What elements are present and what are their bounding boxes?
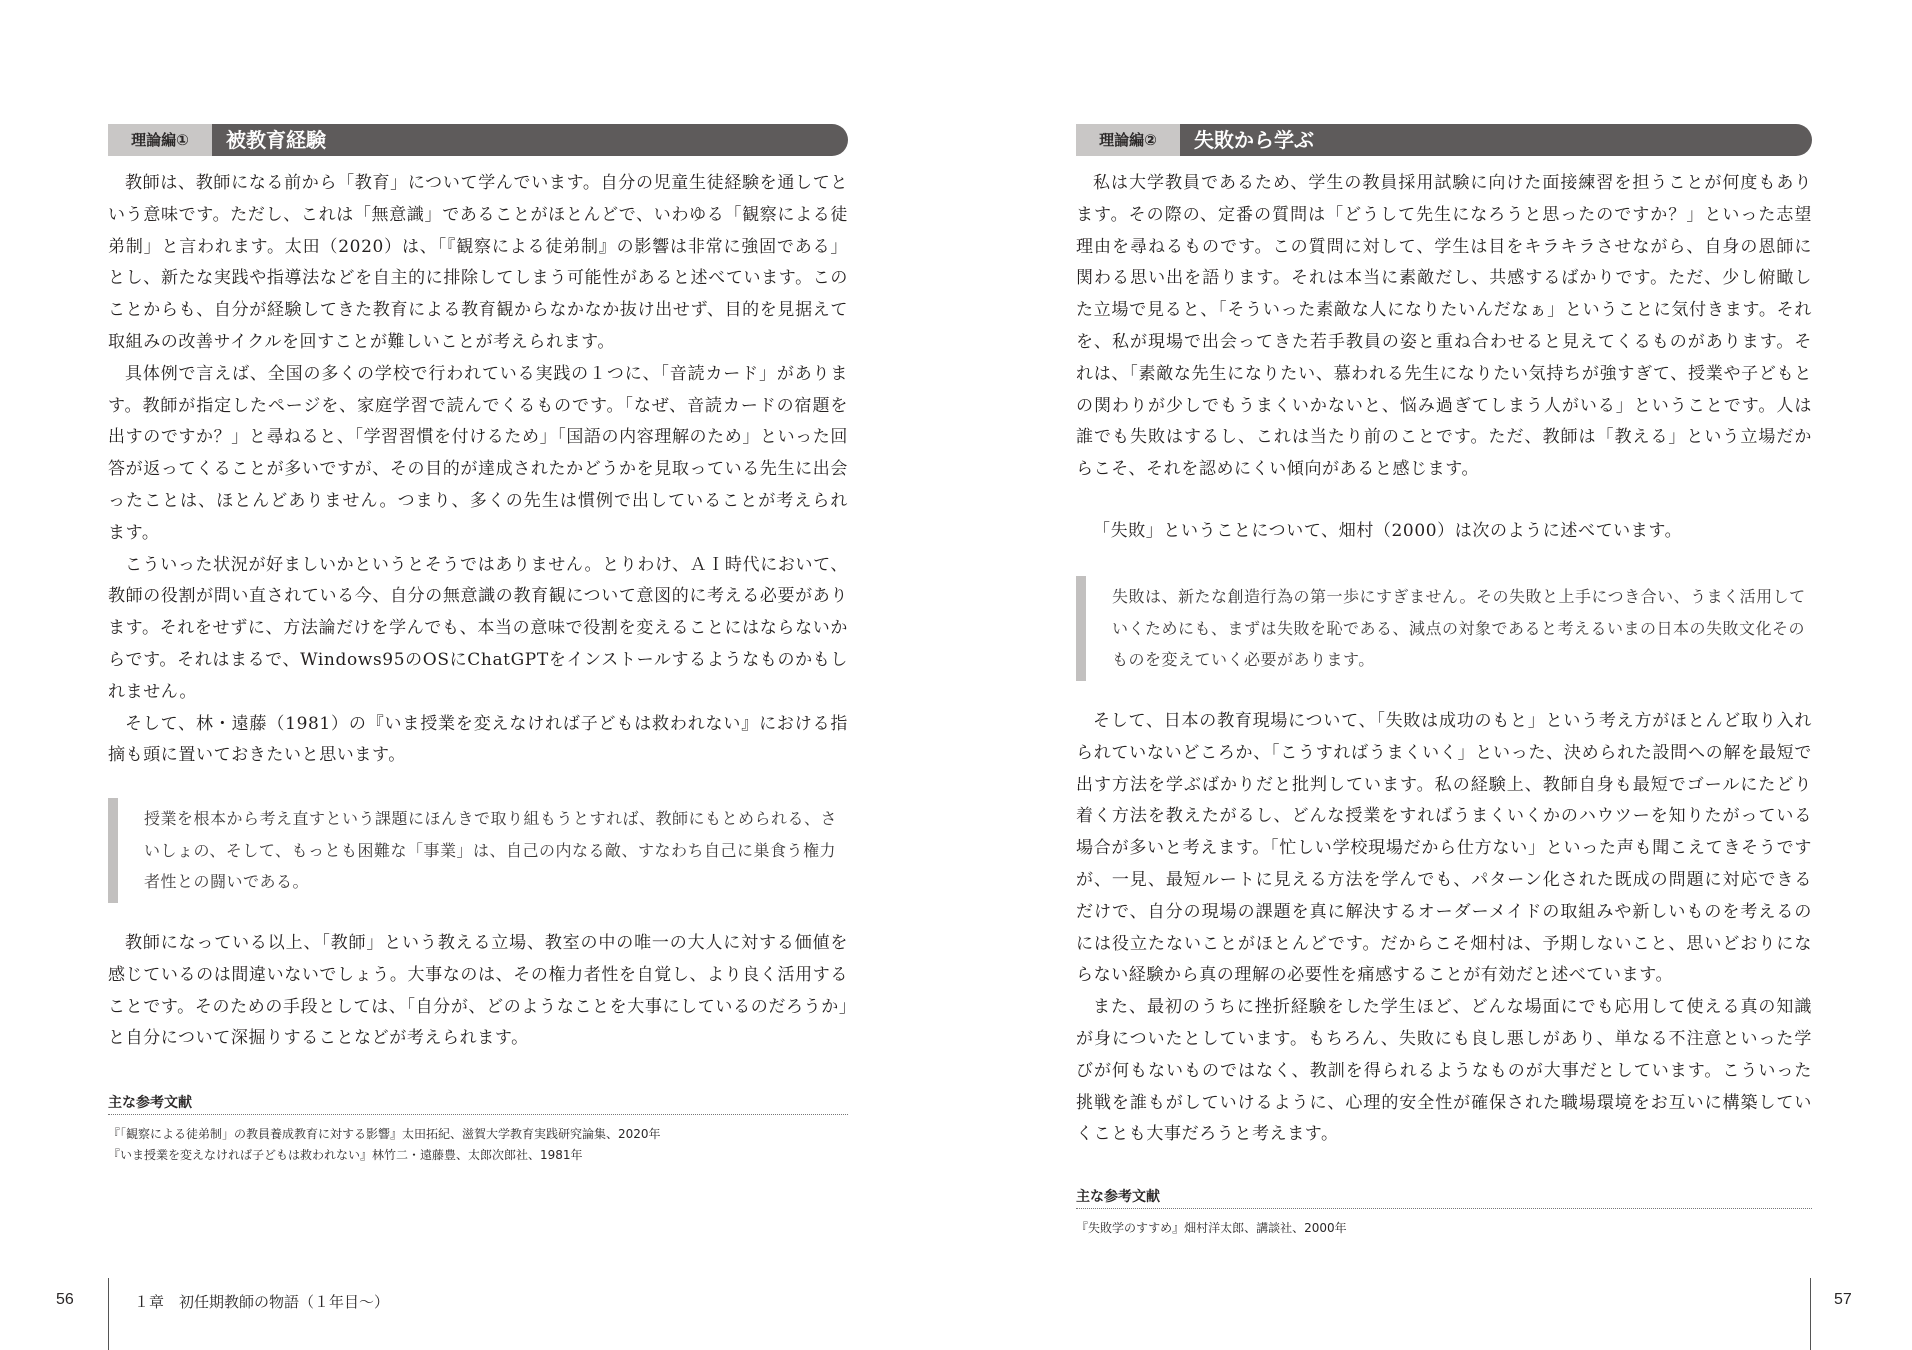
- body-text: [108, 168, 848, 772]
- folio-divider: [108, 1278, 109, 1350]
- section-label: 理論編①: [108, 124, 212, 156]
- page-number: 56: [56, 1291, 74, 1308]
- references-list: [108, 1124, 848, 1166]
- paragraph: 具体例で言えば、全国の多くの学校で行われている実践の１つに、「音読カード」があります。教師が指定したページを、家庭学習で読んでくるものです。「なぜ、音読カードの宿題を出すのですか？」と尋ねると、「学習習慣を付けるため」「国語の内容理解のため」といった回答が返ってくることが多いですが、その目的が達成されたかどうかを見取っている先生に出会ったことは、ほとんどありません。つまり、多くの先生は慣例で出していることが考えられます。: [108, 363, 848, 543]
- paragraph: そして、日本の教育現場について、「失敗は成功のもと」という考え方がほとんど取り入れられていないどころか、「こうすればうまくいく」といった、決められた設問への解を最短で出す方法を学ぶばかりだと批判しています。私の経験上、教師自身も最短でゴールにたどり着く方法を教えたがるし、どんな授業をすればうまくいくかのハウツーを知りたがっている場合が多いと考えます。「忙しい学校現場だから仕方ない」といった声も聞こえてきそうですが、一見、最短ルートに見える方法を学んでも、パターン化された既成の問題に対応できるだけで、自分の現場の課題を真に解決するオーダーメイドの取組みや新しいものを考えるのには役立たないことがほとんどです。だからこそ畑村は、予期しないこと、思いどおりにならない経験から真の理解の必要性を痛感することが有効だと述べています。: [1076, 711, 1812, 986]
- paragraph: こういった状況が好ましいかというとそうではありません。とりわけ、ＡＩ時代において、教師の役割が問い直されている今、自分の無意識の教育観について意図的に考える必要があります。それをせずに、方法論だけを学んでも、本当の意味で役割を変えることにはならないからです。それはまるで、Windows95のOSにChatGPTをインストールするようなものかもしれません。: [108, 554, 848, 702]
- section-header: [108, 124, 848, 156]
- paragraph: 私は大学教員であるため、学生の教員採用試験に向けた面接練習を担うことが何度もあります。その際の、定番の質問は「どうして先生になろうと思ったのですか？」といった志望理由を尋ねるものです。この質問に対して、学生は目をキラキラさせながら、自身の恩師に関わる思い出を語ります。それは本当に素敵だし、共感するばかりです。ただ、少し俯瞰した立場で見ると、「そういった素敵な人になりたいんだなぁ」ということに気付きます。それを、私が現場で出会ってきた若手教員の姿と重ね合わせると見えてくるものがあります。それは、「素敵な先生になりたい、慕われる先生になりたい気持ちが強すぎて、授業や子どもとの関わりが少しでもうまくいかないと、悩み過ぎてしまう人がいる」ということです。人は誰でも失敗はするし、これは当たり前のことです。ただ、教師は「教える」という立場だからこそ、それを認めにくい傾向があると感じます。: [1076, 173, 1812, 480]
- body-text-continued: [108, 928, 848, 1055]
- section-title: 被教育経験: [226, 128, 326, 152]
- references-list: [1076, 1218, 1812, 1239]
- section-header: [1076, 124, 1812, 156]
- references-heading: 主な参考文献: [108, 1095, 192, 1111]
- page-number: 57: [1834, 1291, 1852, 1308]
- body-text: [1076, 168, 1812, 486]
- reference-item: 『「観察による徒弟制」の教員養成教育に対する影響』太田拓紀、滋賀大学教育実践研究論集、2020年: [108, 1127, 661, 1141]
- block-quote: [1076, 576, 1812, 681]
- paragraph: 「失敗」ということについて、畑村（2000）は次のように述べています。: [1093, 521, 1683, 541]
- body-text-continued: [1076, 706, 1812, 1151]
- quote-text: 失敗は、新たな創造行為の第一歩にすぎません。その失敗と上手につき合い、うまく活用していくためにも、まずは失敗を恥である、減点の対象であると考えるいまの日本の失敗文化そのものを変えていく必要があります。: [1112, 587, 1806, 669]
- quote-text: 授業を根本から考え直すという課題にほんきで取り組もうとすれば、教師にもとめられる、さいしょの、そして、もっとも困難な「事業」は、自己の内なる敵、すなわち自己に巣食う権力者性との闘いである。: [144, 809, 838, 891]
- paragraph: 教師は、教師になる前から「教育」について学んでいます。自分の児童生徒経験を通してという意味です。ただし、これは「無意識」であることがほとんどで、いわゆる「観察による徒弟制」と言われます。太田（2020）は、「『観察による徒弟制』の影響は非常に強固である」とし、新たな実践や指導法などを自主的に排除してしまう可能性があると述べています。このことからも、自分が経験してきた教育による教育観からなかなか抜け出せず、目的を見据えて取組みの改善サイクルを回すことが難しいことが考えられます。: [108, 173, 848, 352]
- folio-divider: [1810, 1278, 1811, 1350]
- right-page: [956, 0, 1912, 1350]
- section-label: 理論編②: [1076, 124, 1180, 156]
- paragraph: また、最初のうちに挫折経験をした学生ほど、どんな場面にでも応用して使える真の知識が身についたとしています。もちろん、失敗にも良し悪しがあり、単なる不注意といった学びが何もないものではなく、教訓を得られるようなものが大事だとしています。こういった挑戦を誰もがしていけるように、心理的安全性が確保された職場環境をお互いに構築していくことも大事だろうと考えます。: [1076, 997, 1812, 1145]
- references-divider: [1076, 1208, 1812, 1209]
- paragraph: そして、林・遠藤（1981）の『いま授業を変えなければ子どもは救われない』における指摘も頭に置いておきたいと思います。: [108, 713, 848, 766]
- intro-line: [1076, 516, 1812, 548]
- running-head: １章 初任期教師の物語（１年目〜）: [134, 1293, 390, 1311]
- references-heading: 主な参考文献: [1076, 1189, 1160, 1205]
- block-quote: [108, 798, 848, 903]
- reference-item: 『いま授業を変えなければ子どもは救われない』林竹二・遠藤豊、太郎次郎社、1981年: [108, 1148, 583, 1162]
- paragraph: 教師になっている以上、「教師」という教える立場、教室の中の唯一の大人に対する価値を感じているのは間違いないでしょう。大事なのは、その権力者性を自覚し、より良く活用することです。そのための手段としては、「自分が、どのようなことを大事にしているのだろうか」と自分について深掘りすることなどが考えられます。: [108, 933, 848, 1049]
- reference-item: 『失敗学のすすめ』畑村洋太郎、講談社、2000年: [1076, 1221, 1347, 1235]
- section-title: 失敗から学ぶ: [1194, 128, 1314, 152]
- references-divider: [108, 1114, 848, 1115]
